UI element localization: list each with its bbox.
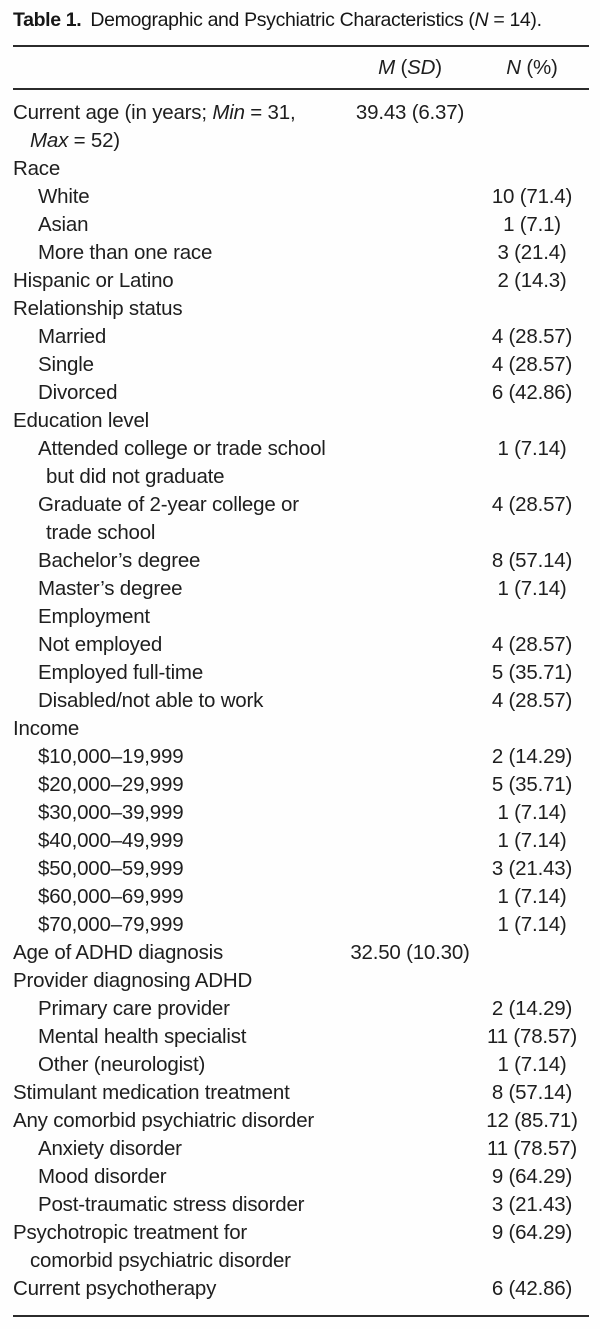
row-label <box>13 407 345 435</box>
row-label-line: Primary care provider <box>38 997 230 1020</box>
n-pct-value: 1 (7.14) <box>497 577 567 600</box>
n-pct-value: 1 (7.14) <box>497 829 567 852</box>
table-row <box>13 1023 589 1051</box>
n-pct-value: 1 (7.14) <box>497 885 567 908</box>
row-label-line: Not employed <box>38 633 163 656</box>
n-pct-value: 11 (78.57) <box>487 1025 577 1048</box>
row-label-line: $40,000–49,999 <box>38 829 184 852</box>
row-label-line: $20,000–29,999 <box>38 773 184 796</box>
table-row <box>13 407 589 435</box>
row-label-line: Post-traumatic stress disorder <box>38 1193 305 1216</box>
row-label-line: Current age (in years; Min = 31, <box>13 101 296 124</box>
row-label-line: Married <box>38 325 107 348</box>
n-pct-value: 4 (28.57) <box>491 689 573 712</box>
n-pct-value: 5 (35.71) <box>491 661 573 684</box>
row-label-line: Disabled/not able to work <box>38 689 264 712</box>
table-row <box>13 379 589 407</box>
row-label-line: Hispanic or Latino <box>13 269 174 292</box>
top-rule <box>13 45 589 47</box>
n-pct-value: 6 (42.86) <box>491 1277 573 1300</box>
row-label <box>13 1079 345 1107</box>
table-body <box>13 99 589 1303</box>
row-label-line: Race <box>13 157 61 180</box>
table-number-label: Table 1. <box>13 9 82 31</box>
row-label-line: Bachelor’s degree <box>38 549 201 572</box>
header-rule <box>13 88 589 90</box>
n-pct-value: 4 (28.57) <box>491 493 573 516</box>
n-pct-value: 2 (14.29) <box>491 997 573 1020</box>
table-title <box>13 9 542 32</box>
table-row <box>13 771 589 799</box>
row-label-line: Graduate of 2-year college or <box>38 493 299 516</box>
n-pct-value: 10 (71.4) <box>491 185 573 208</box>
row-label <box>13 435 345 491</box>
row-label <box>13 659 345 687</box>
table-row <box>13 575 589 603</box>
row-label <box>13 155 345 183</box>
row-label-line: Master’s degree <box>38 577 183 600</box>
n-pct-value: 1 (7.1) <box>503 213 561 236</box>
row-label <box>13 827 345 855</box>
row-label <box>13 715 345 743</box>
table-row <box>13 883 589 911</box>
row-label <box>13 799 345 827</box>
n-pct-value: 2 (14.3) <box>497 269 567 292</box>
n-pct-value: 8 (57.14) <box>491 1081 573 1104</box>
row-label <box>13 1191 345 1219</box>
n-pct-value: 4 (28.57) <box>491 325 573 348</box>
table-row <box>13 323 589 351</box>
row-label <box>13 967 345 995</box>
n-pct-value: 8 (57.14) <box>491 549 573 572</box>
row-label <box>13 1219 345 1275</box>
table-row <box>13 351 589 379</box>
row-label-line: but did not graduate <box>46 465 225 488</box>
row-label <box>13 771 345 799</box>
row-label <box>13 1135 345 1163</box>
table-row <box>13 435 589 491</box>
row-label <box>13 883 345 911</box>
table-row <box>13 799 589 827</box>
table-row <box>13 295 589 323</box>
row-label-line: $60,000–69,999 <box>38 885 184 908</box>
table-row <box>13 715 589 743</box>
row-label <box>13 379 345 407</box>
row-label-line: Divorced <box>38 381 118 404</box>
table-row <box>13 1191 589 1219</box>
n-pct-value: 6 (42.86) <box>491 381 573 404</box>
row-label <box>13 995 345 1023</box>
table-row <box>13 911 589 939</box>
n-pct-value: 1 (7.14) <box>497 437 567 460</box>
row-label-line: $70,000–79,999 <box>38 913 184 936</box>
column-headers <box>13 54 589 82</box>
table-row <box>13 631 589 659</box>
table-row <box>13 1051 589 1079</box>
table-row <box>13 855 589 883</box>
table-row <box>13 491 589 547</box>
row-label <box>13 743 345 771</box>
table-row <box>13 267 589 295</box>
row-label <box>13 1107 345 1135</box>
row-label <box>13 323 345 351</box>
row-label-line: Psychotropic treatment for <box>13 1221 248 1244</box>
row-label <box>13 547 345 575</box>
table-row <box>13 1275 589 1303</box>
row-label-line: Mental health specialist <box>38 1025 247 1048</box>
row-label-line: Income <box>13 717 80 740</box>
row-label <box>13 183 345 211</box>
row-label-line: Mood disorder <box>38 1165 167 1188</box>
row-label-line: Max = 52) <box>30 129 120 152</box>
n-pct-value: 5 (35.71) <box>491 773 573 796</box>
row-label-line: White <box>38 185 90 208</box>
n-pct-value: 3 (21.43) <box>491 1193 573 1216</box>
row-label <box>13 575 345 603</box>
row-label <box>13 939 345 967</box>
n-pct-value: 1 (7.14) <box>497 913 567 936</box>
n-pct-value: 1 (7.14) <box>497 1053 567 1076</box>
table-row <box>13 687 589 715</box>
column-header-n-pct: N (%) <box>506 56 558 79</box>
table-row <box>13 827 589 855</box>
row-label <box>13 351 345 379</box>
table-row <box>13 1135 589 1163</box>
n-pct-value: 11 (78.57) <box>487 1137 577 1160</box>
row-label <box>13 267 345 295</box>
n-pct-value: 4 (28.57) <box>491 353 573 376</box>
row-label-line: Other (neurologist) <box>38 1053 206 1076</box>
row-label-line: Current psychotherapy <box>13 1277 217 1300</box>
row-label <box>13 631 345 659</box>
table-row <box>13 547 589 575</box>
row-label <box>13 687 345 715</box>
table-row <box>13 183 589 211</box>
n-pct-value: 9 (64.29) <box>491 1165 573 1188</box>
n-pct-value: 4 (28.57) <box>491 633 573 656</box>
table-row <box>13 99 589 155</box>
bottom-rule <box>13 1315 589 1317</box>
row-label <box>13 491 345 547</box>
table-row <box>13 1163 589 1191</box>
row-label-line: Provider diagnosing ADHD <box>13 969 253 992</box>
table-row <box>13 1107 589 1135</box>
row-label <box>13 295 345 323</box>
table-row <box>13 211 589 239</box>
row-label-line: Asian <box>38 213 89 236</box>
n-pct-value: 3 (21.4) <box>497 241 567 264</box>
row-label <box>13 1163 345 1191</box>
row-label-line: Age of ADHD diagnosis <box>13 941 224 964</box>
table-row <box>13 743 589 771</box>
n-pct-value: 9 (64.29) <box>491 1221 573 1244</box>
row-label <box>13 1275 345 1303</box>
row-label-line: Attended college or trade school <box>38 437 326 460</box>
mean-sd-value: 32.50 (10.30) <box>350 941 470 964</box>
table-row <box>13 1079 589 1107</box>
mean-sd-value: 39.43 (6.37) <box>355 101 465 124</box>
table-row <box>13 155 589 183</box>
table-row <box>13 967 589 995</box>
row-label <box>13 239 345 267</box>
row-label-line: Stimulant medication treatment <box>13 1081 290 1104</box>
row-label-line: Employed full-time <box>38 661 204 684</box>
table-row <box>13 603 589 631</box>
row-label-line: Relationship status <box>13 297 183 320</box>
table-row <box>13 995 589 1023</box>
n-pct-value: 3 (21.43) <box>491 857 573 880</box>
row-label-line: $30,000–39,999 <box>38 801 184 824</box>
table-title-text: Demographic and Psychiatric Characteristics (N = 14). <box>90 9 542 31</box>
row-label-line: Employment <box>38 605 150 628</box>
row-label-line: comorbid psychiatric disorder <box>30 1249 291 1272</box>
row-label <box>13 1023 345 1051</box>
table-row <box>13 1219 589 1275</box>
table-row <box>13 659 589 687</box>
row-label <box>13 855 345 883</box>
row-label <box>13 1051 345 1079</box>
n-pct-value: 1 (7.14) <box>497 801 567 824</box>
row-label-line: $50,000–59,999 <box>38 857 184 880</box>
row-label-line: Anxiety disorder <box>38 1137 182 1160</box>
row-label-line: $10,000–19,999 <box>38 745 184 768</box>
row-label <box>13 99 345 155</box>
table-row <box>13 939 589 967</box>
row-label-line: Single <box>38 353 94 376</box>
table-row <box>13 239 589 267</box>
row-label <box>13 911 345 939</box>
stub-header <box>13 54 345 82</box>
n-pct-value: 2 (14.29) <box>491 745 573 768</box>
row-label-line: More than one race <box>38 241 213 264</box>
row-label-line: Education level <box>13 409 150 432</box>
column-header-mean-sd: M (SD) <box>378 56 442 79</box>
n-pct-value: 12 (85.71) <box>486 1109 578 1132</box>
row-label-line: Any comorbid psychiatric disorder <box>13 1109 315 1132</box>
row-label-line: trade school <box>46 521 156 544</box>
row-label <box>13 603 345 631</box>
row-label <box>13 211 345 239</box>
